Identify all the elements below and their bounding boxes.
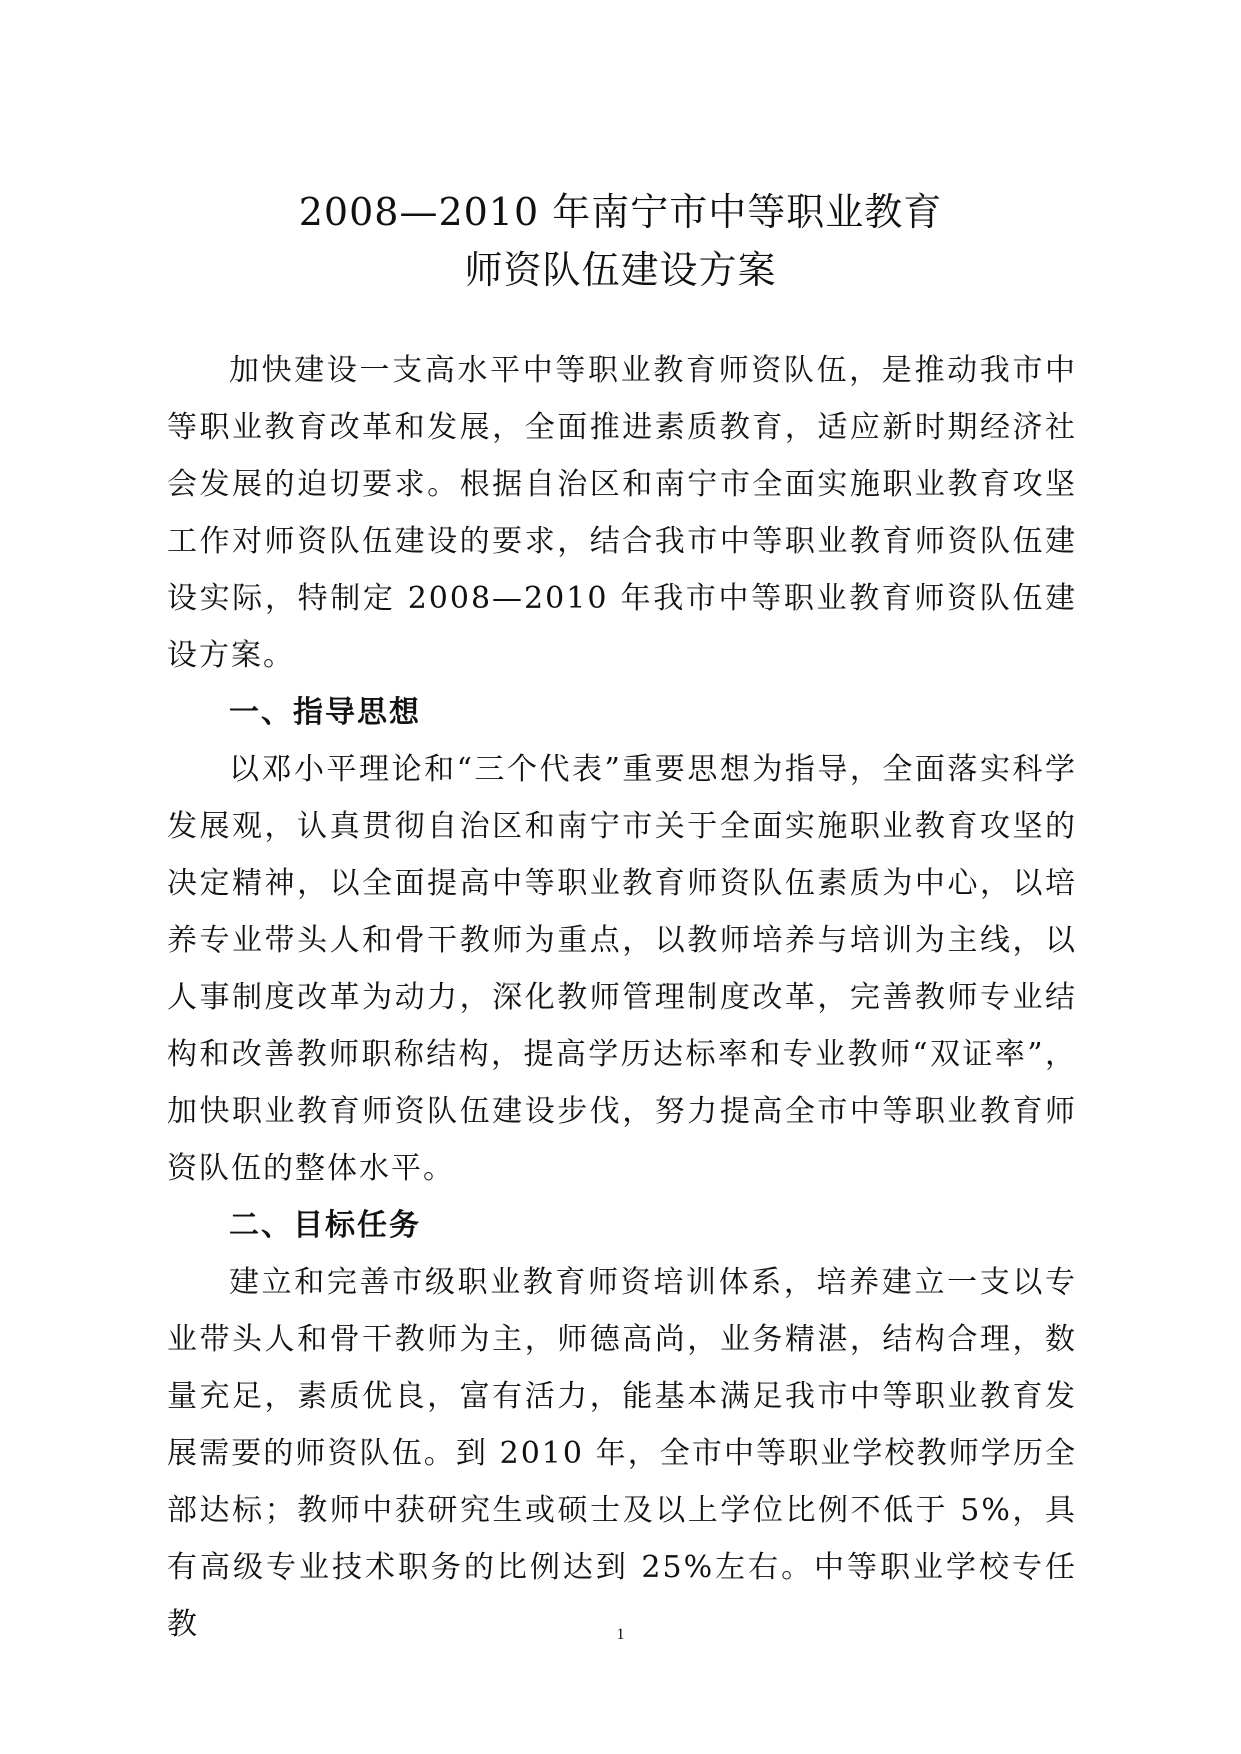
intro-paragraph: 加快建设一支高水平中等职业教育师资队伍，是推动我市中等职业教育改革和发展，全面推进素质教育，适应新时期经济社会发展的迫切要求。根据自治区和南宁市全面实施职业教育攻坚工作对师资队伍建设的要求，结合我市中等职业教育师资队伍建设实际，特制定 2008—2010 年我市中等职业教育师资队伍建设方案。 <box>167 353 1077 673</box>
page-number: 1 <box>616 1626 625 1643</box>
section-paragraph-goals-tasks: 建立和完善市级职业教育师资培训体系，培养建立一支以专业带头人和骨干教师为主，师德高尚，业务精湛，结构合理，数量充足，素质优良，富有活力，能基本满足我市中等职业教育发展需要的师资队伍。到 2010 年，全市中等职业学校教师学历全部达标；教师中获研究生或硕士及以上学位比例不低于 5%，具有高级专业技术职务的比例达到 25%左右。中等职业学校专任教 <box>167 1265 1077 1642</box>
section-heading-guiding-ideology: 一、指导思想 <box>229 695 421 730</box>
section-heading-goals-tasks: 二、目标任务 <box>229 1208 421 1243</box>
document-title-line-1: 2008—2010 年南宁市中等职业教育 <box>298 190 943 234</box>
section-paragraph-guiding-ideology: 以邓小平理论和“三个代表”重要思想为指导，全面落实科学发展观，认真贯彻自治区和南宁市关于全面实施职业教育攻坚的决定精神，以全面提高中等职业教育师资队伍素质为中心，以培养专业带头人和骨干教师为重点，以教师培养与培训为主线，以人事制度改革为动力，深化教师管理制度改革，完善教师专业结构和改善教师职称结构，提高学历达标率和专业教师“双证率”，加快职业教育师资队伍建设步伐，努力提高全市中等职业教育师资队伍的整体水平。 <box>167 752 1077 1186</box>
document-title-line-2: 师资队伍建设方案 <box>464 248 777 292</box>
document-body <box>167 342 1077 1653</box>
